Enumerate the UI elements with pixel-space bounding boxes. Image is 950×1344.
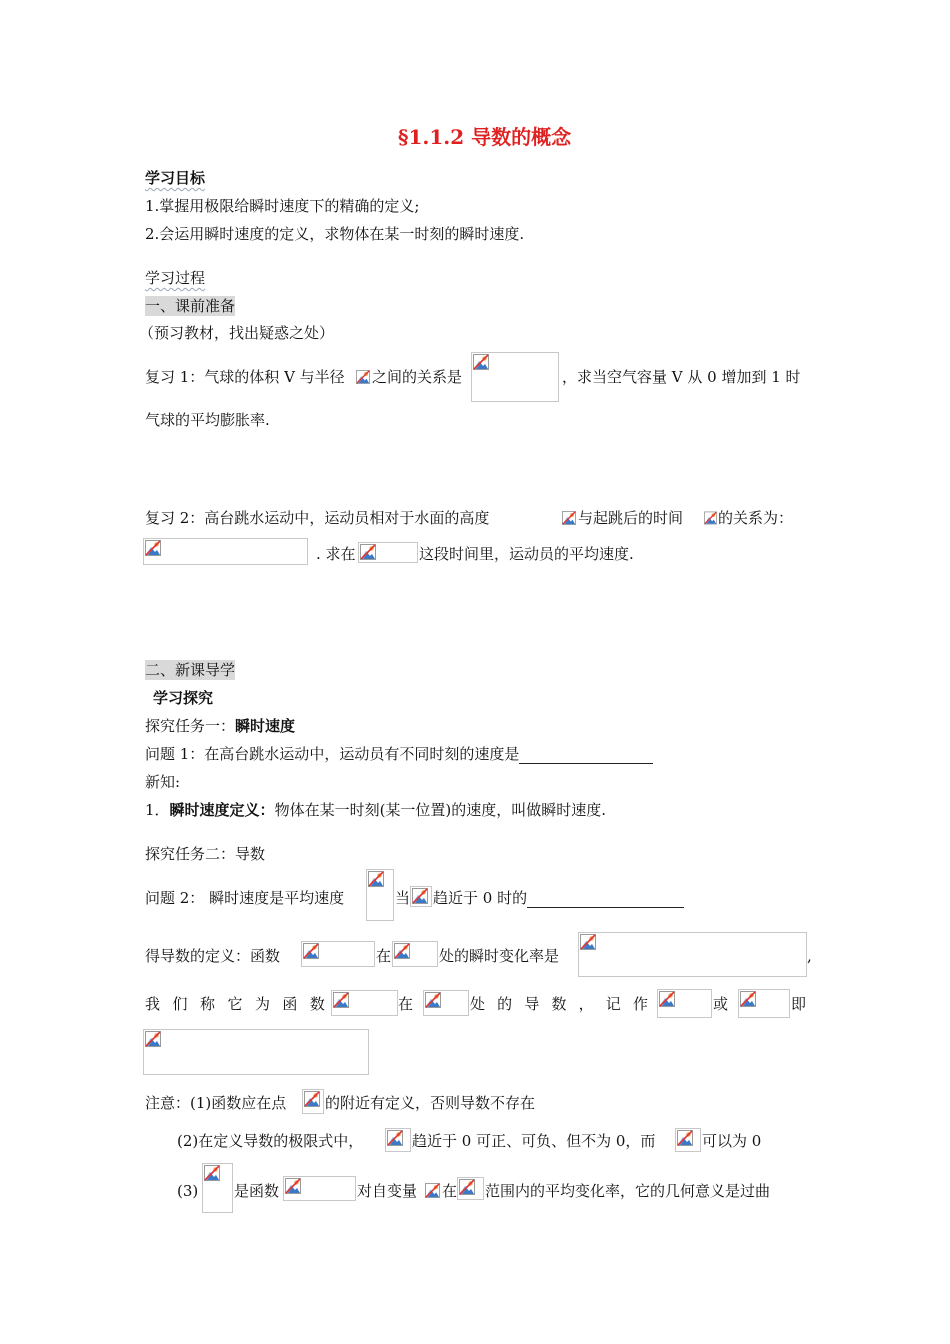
task1-prefix: 探究任务一： — [145, 717, 236, 735]
section-new-lesson: 二、新课导学 — [145, 661, 236, 679]
question2-line-c — [433, 888, 684, 908]
task1-name: 瞬时速度 — [235, 717, 296, 735]
objective-item-2: 2.会运用瞬时速度的定义，求物体在某一时刻的瞬时速度. — [145, 225, 525, 243]
review2-text-d: . 求在 — [316, 545, 356, 563]
text-char: 的 — [497, 995, 513, 1013]
text-char: 我 — [145, 995, 161, 1013]
limit-expression-image — [578, 932, 807, 977]
interval-image — [358, 542, 418, 563]
derivative-notation-image-2 — [738, 989, 790, 1018]
broken-image-icon — [204, 1165, 220, 1181]
objectives-heading: 学习目标 — [145, 169, 206, 187]
radius-formula-image — [356, 370, 370, 384]
derivative-line2-ie: 即 — [791, 995, 807, 1013]
review2-text-a: 复习 2：高台跳水运动中，运动员相对于水面的高度 — [145, 509, 490, 527]
note3-text-a: (3) — [177, 1182, 199, 1200]
note3-text-b: 是函数 — [234, 1182, 280, 1200]
note1-text-a: 注意：(1)函数应在点 — [145, 1094, 287, 1112]
section-pre-class: 一、课前准备 — [145, 297, 236, 315]
derivative-notation-image — [657, 989, 712, 1018]
text-char: 作 — [632, 995, 648, 1013]
broken-image-icon — [412, 888, 428, 904]
average-velocity-image — [366, 869, 394, 921]
text-char: 处 — [470, 995, 486, 1013]
range-image — [457, 1177, 484, 1200]
review1-text-a: 复习 1：气球的体积 V 与半径 — [145, 368, 345, 386]
question1-line — [145, 744, 653, 764]
broken-image-icon — [394, 943, 410, 959]
text-char: ， — [578, 995, 594, 1013]
objective-item-1: 1.掌握用极限给瞬时速度下的精确的定义; — [145, 197, 420, 215]
review2-text-b: 与起跳后的时间 — [578, 509, 684, 527]
derivative-def-text-a: 得导数的定义：函数 — [145, 947, 281, 965]
new-knowledge-label: 新知: — [145, 773, 181, 791]
derivative-line2-start — [145, 994, 325, 1014]
definition1-term: 瞬时速度定义： — [169, 801, 275, 819]
note2-text-a: (2)在定义导数的极限式中， — [177, 1132, 364, 1150]
process-heading: 学习过程 — [145, 269, 206, 287]
question1-answer-blank[interactable] — [519, 747, 653, 764]
function-fx-image-2 — [331, 990, 398, 1016]
text-char: 数 — [309, 995, 325, 1013]
broken-image-icon — [304, 1091, 320, 1107]
function-fx-image-3 — [283, 1176, 356, 1201]
delta-t-image — [410, 886, 432, 907]
review1-text-c: ，求当空气容量 V 从 0 增加到 1 时 — [562, 368, 801, 386]
broken-image-icon — [459, 1179, 475, 1195]
question2-text-c: 趋近于 0 时的 — [433, 889, 528, 907]
broken-image-icon — [387, 1130, 403, 1146]
derivative-def-text-d: , — [807, 947, 812, 965]
height-time-formula-image — [143, 538, 308, 565]
derivative-def-text-b: 在 — [376, 947, 392, 965]
derivative-line2-or: 或 — [713, 995, 729, 1013]
question2-text-a: 问题 2： 瞬时速度是平均速度 — [145, 889, 345, 907]
review2-text-c: 的关系为： — [718, 509, 794, 527]
broken-image-icon — [659, 991, 675, 1007]
text-char: 为 — [254, 995, 270, 1013]
broken-image-icon — [303, 943, 319, 959]
note3-text-e: 范围内的平均变化率，它的几何意义是过曲 — [485, 1182, 771, 1200]
text-char: 称 — [199, 995, 215, 1013]
definition1-text: 物体在某一时刻(某一位置)的速度，叫做瞬时速度. — [274, 801, 607, 819]
delta-x-image — [385, 1128, 411, 1152]
broken-image-icon — [562, 511, 576, 525]
broken-image-icon — [285, 1178, 301, 1194]
broken-image-icon — [145, 1031, 161, 1047]
definition1-line — [145, 800, 606, 820]
broken-image-icon — [704, 511, 717, 525]
text-char: 它 — [227, 995, 243, 1013]
ratio-image — [202, 1163, 233, 1213]
derivative-def-text-c: 处的瞬时变化率是 — [439, 947, 560, 965]
volume-formula-image — [471, 352, 559, 402]
question2-text-b: 当 — [395, 889, 411, 907]
point-image — [302, 1089, 324, 1114]
note2-text-c: 可以为 0 — [702, 1132, 762, 1150]
variable-x-image — [425, 1183, 441, 1198]
review2-text-e: 这段时间里，运动员的平均速度. — [419, 545, 634, 563]
question1-text: 问题 1：在高台跳水运动中，运动员有不同时刻的速度是 — [145, 745, 520, 763]
page-title: §1.1.2 导数的概念 — [398, 125, 572, 149]
question2-answer-blank[interactable] — [527, 891, 684, 908]
note2-text-b: 趋近于 0 可正、可负、但不为 0，而 — [412, 1132, 656, 1150]
broken-image-icon — [333, 992, 349, 1008]
review1-text-b: 之间的关系是 — [372, 368, 463, 386]
broken-image-icon — [368, 871, 384, 887]
broken-image-icon — [425, 1183, 440, 1198]
point-x0-image-2 — [423, 990, 469, 1016]
time-symbol-image — [704, 511, 717, 525]
broken-image-icon — [356, 370, 370, 384]
broken-image-icon — [677, 1130, 693, 1146]
broken-image-icon — [473, 354, 489, 370]
derivative-line2-at: 在 — [398, 995, 414, 1013]
text-char: 们 — [172, 995, 188, 1013]
broken-image-icon — [580, 934, 596, 950]
derivative-line2-middle — [470, 994, 648, 1014]
function-fx-image — [301, 941, 375, 967]
height-symbol-image — [562, 511, 576, 525]
note3-text-c: 对自变量 — [357, 1182, 418, 1200]
definition1-number: 1． — [145, 801, 170, 819]
point-x0-image — [392, 941, 438, 967]
explore-heading: 学习探究 — [153, 689, 214, 707]
text-char: 记 — [605, 995, 621, 1013]
text-char: 数 — [551, 995, 567, 1013]
broken-image-icon — [740, 991, 756, 1007]
text-char: 导 — [524, 995, 540, 1013]
note1-text-b: 的附近有定义，否则导数不存在 — [325, 1094, 536, 1112]
review1-text-d: 气球的平均膨胀率. — [145, 411, 270, 429]
derivative-limit-image — [143, 1029, 369, 1075]
broken-image-icon — [360, 544, 376, 560]
broken-image-icon — [145, 540, 161, 556]
note3-text-d: 在 — [442, 1182, 458, 1200]
preview-note: （预习教材，找出疑惑之处） — [139, 324, 335, 342]
task2-line: 探究任务二：导数 — [145, 845, 266, 863]
text-char: 函 — [282, 995, 298, 1013]
task1-line — [145, 716, 295, 736]
delta-y-image — [675, 1128, 701, 1152]
broken-image-icon — [425, 992, 441, 1008]
